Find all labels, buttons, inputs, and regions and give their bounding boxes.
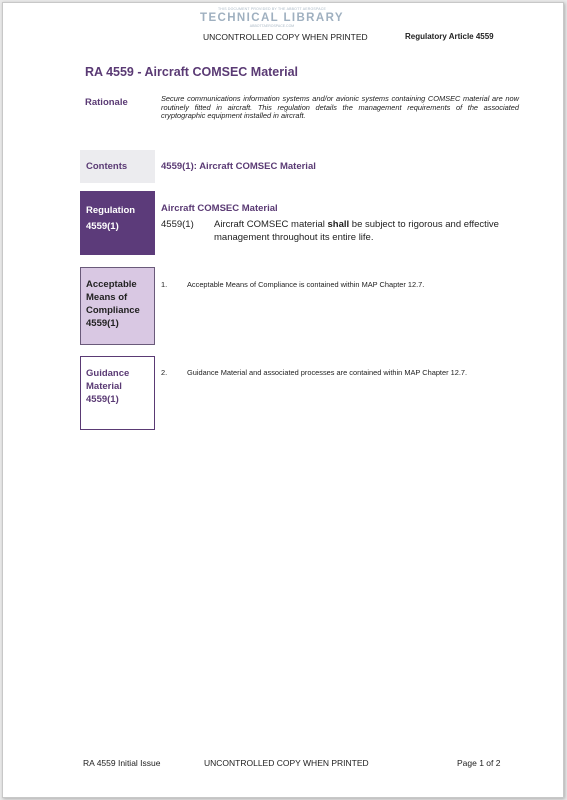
regulation-number: 4559(1) bbox=[161, 219, 194, 230]
header-article-ref: Regulatory Article 4559 bbox=[405, 32, 494, 41]
guidance-paragraph-text: Guidance Material and associated processes are contained within MAP Chapter 12.7. bbox=[187, 368, 468, 377]
regulation-text-before: Aircraft COMSEC material bbox=[214, 219, 328, 230]
guidance-label-line1: Guidance bbox=[86, 368, 130, 379]
guidance-label-box bbox=[80, 356, 155, 430]
rationale-label: Rationale bbox=[85, 97, 128, 108]
footer-page-number: Page 1 of 2 bbox=[457, 758, 501, 768]
regulation-label-line2: 4559(1) bbox=[86, 220, 119, 232]
amc-paragraph-text: Acceptable Means of Compliance is contained within MAP Chapter 12.7. bbox=[187, 280, 425, 289]
contents-label: Contents bbox=[86, 161, 128, 172]
contents-label-box bbox=[80, 150, 155, 183]
regulation-label bbox=[86, 203, 135, 234]
regulation-label-box bbox=[80, 191, 155, 255]
guidance-label-line3: 4559(1) bbox=[86, 393, 119, 405]
technical-library-watermark bbox=[193, 8, 351, 34]
amc-label-box bbox=[80, 267, 155, 345]
amc-label-line3: Compliance bbox=[86, 304, 140, 316]
watermark-top-line: THIS DOCUMENT PROVIDED BY THE ABBOTT AEROSPACE bbox=[217, 7, 327, 11]
contents-entry-link[interactable]: 4559(1): Aircraft COMSEC Material bbox=[161, 161, 316, 172]
watermark-url: ABBOTTAEROSPACE.COM bbox=[249, 24, 295, 28]
regulation-text bbox=[214, 219, 519, 245]
guidance-paragraph-number: 2. bbox=[161, 368, 168, 377]
amc-label-line2: Means of bbox=[86, 291, 128, 303]
guidance-label-line2: Material bbox=[86, 380, 122, 392]
footer-uncontrolled-copy: UNCONTROLLED COPY WHEN PRINTED bbox=[204, 758, 369, 768]
amc-label bbox=[86, 279, 140, 331]
amc-paragraph bbox=[161, 280, 521, 289]
amc-label-line1: Acceptable bbox=[86, 279, 137, 290]
amc-label-line4: 4559(1) bbox=[86, 317, 119, 329]
document-page bbox=[2, 2, 564, 798]
guidance-label bbox=[86, 368, 129, 407]
amc-paragraph-number: 1. bbox=[161, 280, 168, 289]
guidance-paragraph bbox=[161, 368, 521, 378]
footer-issue: RA 4559 Initial Issue bbox=[83, 758, 161, 768]
watermark-main-text: TECHNICAL LIBRARY bbox=[200, 11, 344, 24]
regulation-text-after: be subject to rigorous and effective management throughout its entire life. bbox=[214, 219, 499, 243]
header-uncontrolled-copy: UNCONTROLLED COPY WHEN PRINTED bbox=[203, 32, 368, 42]
regulation-text-shall: shall bbox=[327, 219, 350, 230]
page-title: RA 4559 - Aircraft COMSEC Material bbox=[85, 65, 299, 79]
rationale-text: Secure communications information systems and/or avionic systems containing COMSEC material are now routinely fitted in aircraft. This regulation details the management requirements of the associated cryptographic equipment installed in aircraft. bbox=[161, 94, 519, 121]
regulation-title: Aircraft COMSEC Material bbox=[161, 203, 278, 214]
regulation-label-line1: Regulation bbox=[86, 205, 136, 216]
